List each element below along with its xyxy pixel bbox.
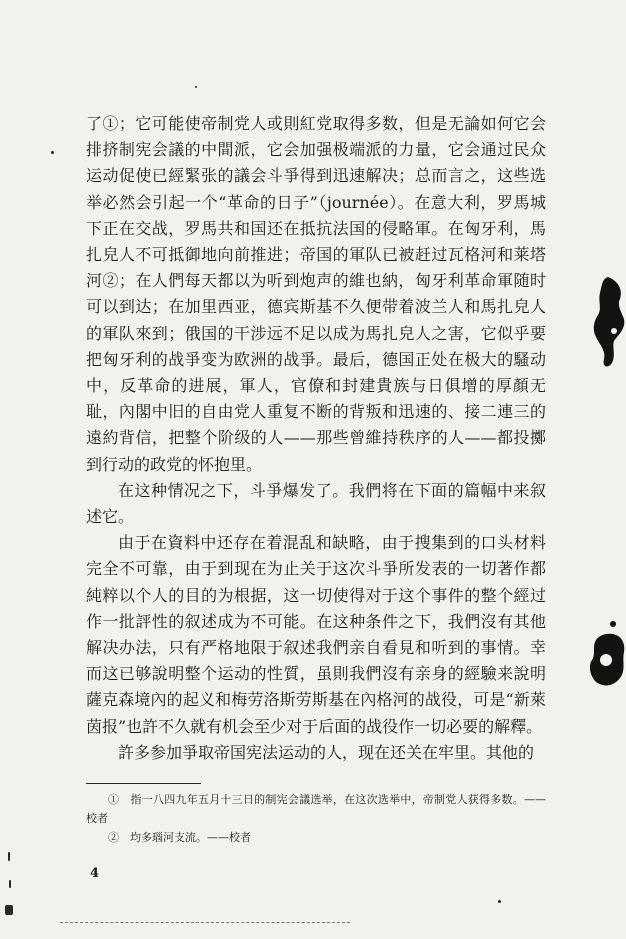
paragraph-4: 許多参加爭取帝国宪法运动的人，现在还关在牢里。其他的 (118, 742, 535, 762)
paragraph-2: 在这种情况之下，斗爭爆发了。我們将在下面的篇幅中来叙述它。 (86, 480, 546, 527)
scan-speck (5, 905, 13, 915)
paragraph-3: 由于在資料中还存在着混乱和缺略，由于搜集到的口头材料完全不可靠，由于到现在为止关于这次斗爭所发表的一切著作都純粹以个人的目的为根据，这一切使得对于这个事件的整个經过作一批評性的叙述成为不可能。在这种条件之下，我們沒有其他解决办法，只有严格地限于叙述我們亲自看見和听到的事情。幸而这已够說明整个运动的性質，虽則我們沒有亲身的經驗来說明薩克森境內的起义和梅劳洛斯劳斯基在內格河的战役，可是“新萊茵报”也許不久就有机会至少对于后面的战役作一切必要的解釋。 (86, 533, 546, 736)
page-number: 4 (90, 866, 100, 881)
paragraph-1: 了①；它可能使帝制党人或則紅党取得多数，但是无論如何它会排挤制宪会議的中間派，它会加强极端派的力量，它会通过民众运动促使已經緊张的議会斗爭得到迅速解决；总而言之，这些选举必然会引起一个“革命的日子”（journée）。在意大利，罗馬城下正在交战，罗馬共和国还在抵抗法国的侵略軍。在匈牙利，馬扎皃人不可抵御地向前推进；帝国的軍队已被赶过瓦格河和莱塔河②；在人們每天都以为听到炮声的維也納，匈牙利革命軍随时可以到达；在加里西亚，德宾斯基不久便带着波兰人和馬扎皃人的軍队來到；俄国的干涉远不足以成为馬扎皃人之害，它似乎要把匈牙利的战爭变为欧洲的战爭。最后，德国正处在极大的騷动中，反革命的进展，軍人，官僚和封建貴族与日俱增的厚顏无耻，內閣中旧的自由党人重复不断的背叛和迅速的、接二連三的遠約背信，把整个阶级的人——那些曾維持秩序的人——都投擲到行动的政党的怀抱里。 (86, 114, 546, 474)
scan-speck (498, 900, 501, 903)
ink-blot-lower (586, 620, 626, 690)
footnote-divider (86, 783, 201, 784)
main-text (86, 111, 546, 766)
scan-bottom-edge (60, 922, 350, 923)
footnote-2: ② 均多瑙河支流。——校者 (108, 831, 251, 844)
scan-speck (195, 86, 197, 88)
footnotes (86, 790, 546, 847)
scan-speck (8, 852, 10, 861)
footnote-1: ① 指一八四九年五月十三日的制宪会議选举，在这次选举中，帝制党人获得多数。——校者 (86, 793, 546, 825)
scan-speck (51, 151, 54, 154)
ink-blot-upper (590, 275, 626, 370)
scan-speck (9, 880, 11, 888)
